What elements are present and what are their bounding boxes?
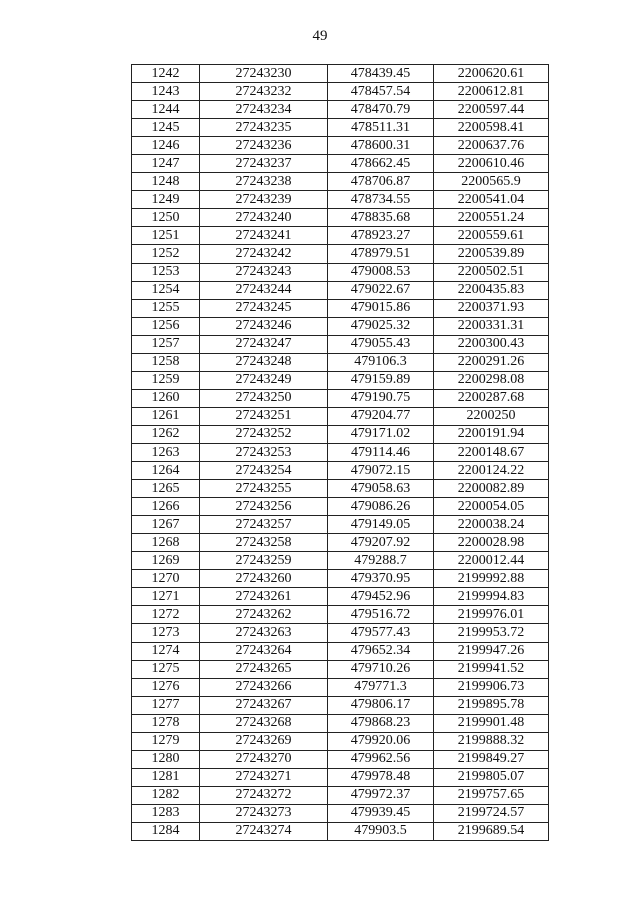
point-number-cell: 1250 bbox=[132, 209, 200, 227]
point-number-cell: 1249 bbox=[132, 191, 200, 209]
table-row bbox=[132, 678, 549, 696]
code-cell: 27243240 bbox=[200, 209, 328, 227]
point-number-cell: 1257 bbox=[132, 335, 200, 353]
point-number-cell: 1283 bbox=[132, 804, 200, 822]
table-row bbox=[132, 227, 549, 245]
point-number-cell: 1276 bbox=[132, 678, 200, 696]
table-row bbox=[132, 642, 549, 660]
y-coordinate-cell: 2200435.83 bbox=[434, 281, 549, 299]
point-number-cell: 1284 bbox=[132, 822, 200, 840]
y-coordinate-cell: 2199953.72 bbox=[434, 624, 549, 642]
table-row bbox=[132, 714, 549, 732]
y-coordinate-cell: 2200298.08 bbox=[434, 371, 549, 389]
code-cell: 27243248 bbox=[200, 353, 328, 371]
x-coordinate-cell: 478511.31 bbox=[328, 119, 434, 137]
point-number-cell: 1267 bbox=[132, 516, 200, 534]
code-cell: 27243254 bbox=[200, 462, 328, 480]
table-row bbox=[132, 786, 549, 804]
table-row bbox=[132, 498, 549, 516]
table-row bbox=[132, 425, 549, 443]
y-coordinate-cell: 2200291.26 bbox=[434, 353, 549, 371]
x-coordinate-cell: 479072.15 bbox=[328, 462, 434, 480]
table-row bbox=[132, 534, 549, 552]
code-cell: 27243265 bbox=[200, 660, 328, 678]
x-coordinate-cell: 479652.34 bbox=[328, 642, 434, 660]
x-coordinate-cell: 479055.43 bbox=[328, 335, 434, 353]
table-row bbox=[132, 570, 549, 588]
point-number-cell: 1259 bbox=[132, 371, 200, 389]
code-cell: 27243274 bbox=[200, 822, 328, 840]
y-coordinate-cell: 2199888.32 bbox=[434, 732, 549, 750]
x-coordinate-cell: 479806.17 bbox=[328, 696, 434, 714]
table-row bbox=[132, 173, 549, 191]
table-row bbox=[132, 65, 549, 83]
y-coordinate-cell: 2199689.54 bbox=[434, 822, 549, 840]
code-cell: 27243246 bbox=[200, 317, 328, 335]
x-coordinate-cell: 478662.45 bbox=[328, 155, 434, 173]
y-coordinate-cell: 2200300.43 bbox=[434, 335, 549, 353]
x-coordinate-cell: 478600.31 bbox=[328, 137, 434, 155]
x-coordinate-cell: 479920.06 bbox=[328, 732, 434, 750]
table-row bbox=[132, 588, 549, 606]
y-coordinate-cell: 2199805.07 bbox=[434, 768, 549, 786]
point-number-cell: 1245 bbox=[132, 119, 200, 137]
x-coordinate-cell: 479114.46 bbox=[328, 443, 434, 461]
table-row bbox=[132, 480, 549, 498]
point-number-cell: 1258 bbox=[132, 353, 200, 371]
point-number-cell: 1262 bbox=[132, 425, 200, 443]
point-number-cell: 1253 bbox=[132, 263, 200, 281]
point-number-cell: 1242 bbox=[132, 65, 200, 83]
y-coordinate-cell: 2200551.24 bbox=[434, 209, 549, 227]
code-cell: 27243235 bbox=[200, 119, 328, 137]
table-row bbox=[132, 606, 549, 624]
x-coordinate-cell: 479190.75 bbox=[328, 389, 434, 407]
y-coordinate-cell: 2200539.89 bbox=[434, 245, 549, 263]
code-cell: 27243273 bbox=[200, 804, 328, 822]
y-coordinate-cell: 2200565.9 bbox=[434, 173, 549, 191]
table-row bbox=[132, 443, 549, 461]
code-cell: 27243244 bbox=[200, 281, 328, 299]
y-coordinate-cell: 2200620.61 bbox=[434, 65, 549, 83]
point-number-cell: 1261 bbox=[132, 407, 200, 425]
y-coordinate-cell: 2199976.01 bbox=[434, 606, 549, 624]
point-number-cell: 1244 bbox=[132, 101, 200, 119]
y-coordinate-cell: 2200612.81 bbox=[434, 83, 549, 101]
page-number: 49 bbox=[312, 28, 328, 44]
table-row bbox=[132, 552, 549, 570]
code-cell: 27243259 bbox=[200, 552, 328, 570]
table-row bbox=[132, 516, 549, 534]
y-coordinate-cell: 2200559.61 bbox=[434, 227, 549, 245]
point-number-cell: 1255 bbox=[132, 299, 200, 317]
point-number-cell: 1246 bbox=[132, 137, 200, 155]
table-row bbox=[132, 371, 549, 389]
code-cell: 27243260 bbox=[200, 570, 328, 588]
code-cell: 27243250 bbox=[200, 389, 328, 407]
code-cell: 27243242 bbox=[200, 245, 328, 263]
code-cell: 27243263 bbox=[200, 624, 328, 642]
code-cell: 27243266 bbox=[200, 678, 328, 696]
table-row bbox=[132, 353, 549, 371]
y-coordinate-cell: 2199992.88 bbox=[434, 570, 549, 588]
y-coordinate-cell: 2200637.76 bbox=[434, 137, 549, 155]
x-coordinate-cell: 479008.53 bbox=[328, 263, 434, 281]
table-row bbox=[132, 335, 549, 353]
y-coordinate-cell: 2200287.68 bbox=[434, 389, 549, 407]
table-body bbox=[132, 65, 549, 841]
y-coordinate-cell: 2200124.22 bbox=[434, 462, 549, 480]
y-coordinate-cell: 2199901.48 bbox=[434, 714, 549, 732]
x-coordinate-cell: 479171.02 bbox=[328, 425, 434, 443]
x-coordinate-cell: 479370.95 bbox=[328, 570, 434, 588]
point-number-cell: 1251 bbox=[132, 227, 200, 245]
x-coordinate-cell: 479025.32 bbox=[328, 317, 434, 335]
code-cell: 27243241 bbox=[200, 227, 328, 245]
point-number-cell: 1269 bbox=[132, 552, 200, 570]
x-coordinate-cell: 479159.89 bbox=[328, 371, 434, 389]
y-coordinate-cell: 2200598.41 bbox=[434, 119, 549, 137]
point-number-cell: 1266 bbox=[132, 498, 200, 516]
code-cell: 27243245 bbox=[200, 299, 328, 317]
y-coordinate-cell: 2200028.98 bbox=[434, 534, 549, 552]
code-cell: 27243251 bbox=[200, 407, 328, 425]
x-coordinate-cell: 479868.23 bbox=[328, 714, 434, 732]
code-cell: 27243256 bbox=[200, 498, 328, 516]
x-coordinate-cell: 478923.27 bbox=[328, 227, 434, 245]
code-cell: 27243262 bbox=[200, 606, 328, 624]
point-number-cell: 1280 bbox=[132, 750, 200, 768]
x-coordinate-cell: 479516.72 bbox=[328, 606, 434, 624]
table-row bbox=[132, 191, 549, 209]
x-coordinate-cell: 478979.51 bbox=[328, 245, 434, 263]
point-number-cell: 1270 bbox=[132, 570, 200, 588]
y-coordinate-cell: 2200082.89 bbox=[434, 480, 549, 498]
x-coordinate-cell: 479903.5 bbox=[328, 822, 434, 840]
table-row bbox=[132, 155, 549, 173]
y-coordinate-cell: 2200541.04 bbox=[434, 191, 549, 209]
x-coordinate-cell: 479207.92 bbox=[328, 534, 434, 552]
table-row bbox=[132, 209, 549, 227]
x-coordinate-cell: 479288.7 bbox=[328, 552, 434, 570]
table-row bbox=[132, 101, 549, 119]
y-coordinate-cell: 2199906.73 bbox=[434, 678, 549, 696]
code-cell: 27243230 bbox=[200, 65, 328, 83]
x-coordinate-cell: 478734.55 bbox=[328, 191, 434, 209]
y-coordinate-cell: 2199941.52 bbox=[434, 660, 549, 678]
point-number-cell: 1275 bbox=[132, 660, 200, 678]
y-coordinate-cell: 2199947.26 bbox=[434, 642, 549, 660]
x-coordinate-cell: 479939.45 bbox=[328, 804, 434, 822]
x-coordinate-cell: 478835.68 bbox=[328, 209, 434, 227]
point-number-cell: 1282 bbox=[132, 786, 200, 804]
table-row bbox=[132, 768, 549, 786]
point-number-cell: 1256 bbox=[132, 317, 200, 335]
point-number-cell: 1264 bbox=[132, 462, 200, 480]
table-row bbox=[132, 750, 549, 768]
y-coordinate-cell: 2200610.46 bbox=[434, 155, 549, 173]
point-number-cell: 1274 bbox=[132, 642, 200, 660]
x-coordinate-cell: 479962.56 bbox=[328, 750, 434, 768]
x-coordinate-cell: 478439.45 bbox=[328, 65, 434, 83]
code-cell: 27243243 bbox=[200, 263, 328, 281]
x-coordinate-cell: 479015.86 bbox=[328, 299, 434, 317]
table-row bbox=[132, 407, 549, 425]
y-coordinate-cell: 2199724.57 bbox=[434, 804, 549, 822]
x-coordinate-cell: 479022.67 bbox=[328, 281, 434, 299]
x-coordinate-cell: 479149.05 bbox=[328, 516, 434, 534]
point-number-cell: 1252 bbox=[132, 245, 200, 263]
table-row bbox=[132, 119, 549, 137]
point-number-cell: 1277 bbox=[132, 696, 200, 714]
code-cell: 27243268 bbox=[200, 714, 328, 732]
point-number-cell: 1271 bbox=[132, 588, 200, 606]
y-coordinate-cell: 2200012.44 bbox=[434, 552, 549, 570]
code-cell: 27243236 bbox=[200, 137, 328, 155]
y-coordinate-cell: 2200148.67 bbox=[434, 443, 549, 461]
table-row bbox=[132, 317, 549, 335]
table-row bbox=[132, 389, 549, 407]
point-number-cell: 1263 bbox=[132, 443, 200, 461]
code-cell: 27243255 bbox=[200, 480, 328, 498]
point-number-cell: 1279 bbox=[132, 732, 200, 750]
table-row bbox=[132, 281, 549, 299]
x-coordinate-cell: 479771.3 bbox=[328, 678, 434, 696]
table-row bbox=[132, 624, 549, 642]
point-number-cell: 1278 bbox=[132, 714, 200, 732]
table-row bbox=[132, 660, 549, 678]
y-coordinate-cell: 2200371.93 bbox=[434, 299, 549, 317]
x-coordinate-cell: 479452.96 bbox=[328, 588, 434, 606]
code-cell: 27243258 bbox=[200, 534, 328, 552]
point-number-cell: 1273 bbox=[132, 624, 200, 642]
point-number-cell: 1247 bbox=[132, 155, 200, 173]
code-cell: 27243234 bbox=[200, 101, 328, 119]
code-cell: 27243252 bbox=[200, 425, 328, 443]
point-number-cell: 1260 bbox=[132, 389, 200, 407]
y-coordinate-cell: 2200054.05 bbox=[434, 498, 549, 516]
table-row bbox=[132, 299, 549, 317]
x-coordinate-cell: 479978.48 bbox=[328, 768, 434, 786]
coordinates-table bbox=[131, 64, 549, 841]
point-number-cell: 1268 bbox=[132, 534, 200, 552]
table-row bbox=[132, 732, 549, 750]
x-coordinate-cell: 479710.26 bbox=[328, 660, 434, 678]
y-coordinate-cell: 2199849.27 bbox=[434, 750, 549, 768]
code-cell: 27243264 bbox=[200, 642, 328, 660]
y-coordinate-cell: 2200038.24 bbox=[434, 516, 549, 534]
code-cell: 27243270 bbox=[200, 750, 328, 768]
point-number-cell: 1243 bbox=[132, 83, 200, 101]
table-row bbox=[132, 822, 549, 840]
y-coordinate-cell: 2199994.83 bbox=[434, 588, 549, 606]
code-cell: 27243267 bbox=[200, 696, 328, 714]
x-coordinate-cell: 478470.79 bbox=[328, 101, 434, 119]
x-coordinate-cell: 479204.77 bbox=[328, 407, 434, 425]
y-coordinate-cell: 2200502.51 bbox=[434, 263, 549, 281]
x-coordinate-cell: 479972.37 bbox=[328, 786, 434, 804]
table-row bbox=[132, 804, 549, 822]
code-cell: 27243232 bbox=[200, 83, 328, 101]
point-number-cell: 1248 bbox=[132, 173, 200, 191]
y-coordinate-cell: 2199757.65 bbox=[434, 786, 549, 804]
y-coordinate-cell: 2200191.94 bbox=[434, 425, 549, 443]
x-coordinate-cell: 478457.54 bbox=[328, 83, 434, 101]
y-coordinate-cell: 2199895.78 bbox=[434, 696, 549, 714]
point-number-cell: 1254 bbox=[132, 281, 200, 299]
table-row bbox=[132, 137, 549, 155]
x-coordinate-cell: 479086.26 bbox=[328, 498, 434, 516]
x-coordinate-cell: 479106.3 bbox=[328, 353, 434, 371]
y-coordinate-cell: 2200331.31 bbox=[434, 317, 549, 335]
code-cell: 27243249 bbox=[200, 371, 328, 389]
table-row bbox=[132, 696, 549, 714]
code-cell: 27243257 bbox=[200, 516, 328, 534]
table-row bbox=[132, 263, 549, 281]
point-number-cell: 1281 bbox=[132, 768, 200, 786]
code-cell: 27243271 bbox=[200, 768, 328, 786]
table-row bbox=[132, 462, 549, 480]
code-cell: 27243247 bbox=[200, 335, 328, 353]
x-coordinate-cell: 478706.87 bbox=[328, 173, 434, 191]
point-number-cell: 1272 bbox=[132, 606, 200, 624]
code-cell: 27243238 bbox=[200, 173, 328, 191]
y-coordinate-cell: 2200597.44 bbox=[434, 101, 549, 119]
y-coordinate-cell: 2200250 bbox=[434, 407, 549, 425]
table-row bbox=[132, 83, 549, 101]
point-number-cell: 1265 bbox=[132, 480, 200, 498]
code-cell: 27243272 bbox=[200, 786, 328, 804]
x-coordinate-cell: 479058.63 bbox=[328, 480, 434, 498]
code-cell: 27243261 bbox=[200, 588, 328, 606]
table-row bbox=[132, 245, 549, 263]
code-cell: 27243237 bbox=[200, 155, 328, 173]
x-coordinate-cell: 479577.43 bbox=[328, 624, 434, 642]
code-cell: 27243253 bbox=[200, 443, 328, 461]
code-cell: 27243269 bbox=[200, 732, 328, 750]
code-cell: 27243239 bbox=[200, 191, 328, 209]
